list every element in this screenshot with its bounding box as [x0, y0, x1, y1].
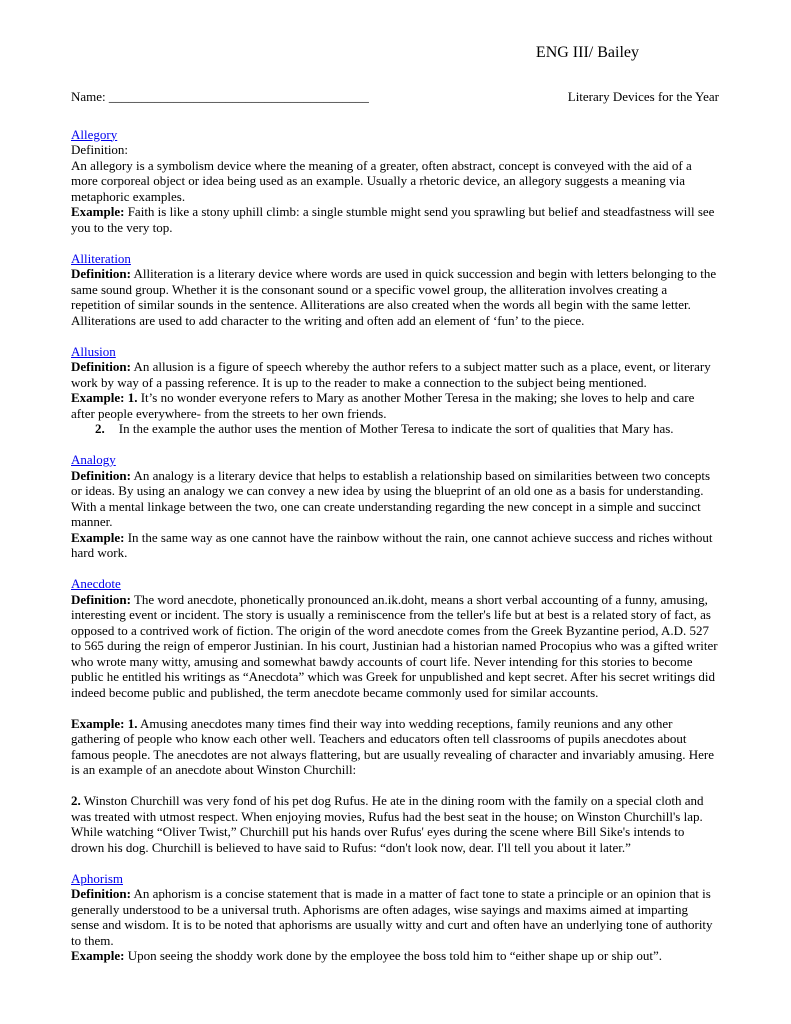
example-text: Upon seeing the shoddy work done by the employee the boss told him to “either shape up or ship out”.: [127, 948, 663, 963]
term-link-aphorism[interactable]: Aphorism: [71, 870, 123, 886]
definition-label: Definition:: [71, 886, 131, 901]
definition-paragraph: [71, 468, 719, 530]
example-label: Example:: [71, 529, 125, 545]
example-text: Faith is like a stony uphill climb: a single stumble might send you sprawling but belief and steadfastness will see you to the very top.: [71, 204, 715, 235]
section-alliteration: [71, 251, 719, 329]
definition-text: Alliteration is a literary device where words are used in quick succession and begin with letters belonging to the same sound group. Whether it is the consonant sound or a specific vowel group, the alliteration involves creating a repetition of similar sounds in the sentence. Alliterations are also created when the words all begin with the same letter. Alliterations are used to add character to the writing and often add an element of ‘fun’ to the piece.: [71, 266, 717, 328]
document-page: [71, 44, 719, 964]
term-link-allusion[interactable]: Allusion: [71, 343, 116, 359]
section-anecdote: [71, 576, 719, 855]
example-text: Amusing anecdotes many times find their way into wedding receptions, family reunions and any other gathering of people who know each other well. Teachers and educators often tell classrooms of pupils anecdotes about famous people. The anecdotes are not always flattering, but are usually revealing of character and invariably amusing. Here is an example of an anecdote about Winston Churchill:: [71, 715, 715, 777]
definition-text: An analogy is a literary device that helps to establish a relationship based on similarities between two concepts or ideas. By using an analogy we can convey a new idea by using the blueprint of an old one as a basis for understanding. With a mental linkage between the two, one can create understanding regarding the new concept in a simple and succinct manner.: [71, 467, 711, 529]
example-paragraph: [71, 948, 719, 964]
definition-paragraph: [71, 359, 719, 390]
example-label: Example: 1.: [71, 715, 138, 731]
definition-text: An aphorism is a concise statement that is made in a matter of fact tone to state a principle or an opinion that is generally understood to be a universal truth. Aphorisms are often adages, wise sayings and maxims aimed at imparting sense and wisdom. It is to be noted that aphorisms are usually witty and curt and often have an underlying tone of authority to them.: [71, 886, 713, 948]
page-title: Literary Devices for the Year: [567, 89, 719, 104]
definition-paragraph: [71, 592, 719, 701]
course-title: ENG III/ Bailey: [535, 44, 639, 61]
example-text: In the example the author uses the mention of Mother Teresa to indicate the sort of qualities that Mary has.: [118, 421, 674, 436]
definition-label: Definition:: [71, 359, 131, 374]
definition-paragraph: [71, 142, 719, 204]
example-text: In the same way as one cannot have the rainbow without the rain, one cannot achieve success and riches without hard work.: [71, 529, 713, 560]
example-label: Example: 1.: [71, 390, 138, 405]
section-allusion: [71, 344, 719, 437]
section-allegory: [71, 127, 719, 236]
definition-label: Definition:: [71, 591, 131, 607]
name-row: [71, 89, 719, 105]
example-text: Winston Churchill was very fond of his pet dog Rufus. He ate in the dining room with the family on a special cloth and was treated with utmost respect. When enjoying movies, Rufus had the best seat in the house; on Winston Churchill's lap. While watching “Oliver Twist,” Churchill put his hands over Rufus' eyes during the scene where Bill Sike's intends to drown his dog. Churchill is believed to have said to Rufus: “don't look now, dear. I'll tell you about it later.”: [71, 793, 704, 855]
example-text: It’s no wonder everyone refers to Mary as another Mother Teresa in the making; she loves to help and care after people everywhere- from the streets to her own friends.: [71, 390, 695, 421]
section-aphorism: [71, 871, 719, 964]
example-label: Example:: [71, 204, 125, 219]
definition-text: The word anecdote, phonetically pronounced an.ik.doht, means a short verbal accounting of a funny, amusing, interesting event or incident. The story is usually a reminiscence from the teller's life but at best is a related story of fact, as opposed to a contrived work of fiction. The origin of the word anecdote comes from the Greek Byzantine period, A.D. 527 to 565 during the reign of emperor Justinian. In his court, Justinian had a historian named Procopius who was a gifted writer who wrote many witty, amusing and somewhat bawdy accounts of court life. Never intending for this stories to become public he entitled his writings as “Anecdota” which was Greek for unpublished and kept secret. After his secret writings did indeed become public and published, the term anecdote became commonly used for similar accounts.: [71, 591, 718, 700]
name-field: Name: ________________________________________: [71, 89, 369, 104]
example-paragraph: [71, 716, 719, 778]
example-paragraph: [71, 530, 719, 561]
definition-label: Definition:: [71, 142, 129, 157]
definition-paragraph: [71, 886, 719, 948]
definition-label: Definition:: [71, 467, 131, 483]
definition-label: Definition:: [71, 266, 131, 281]
section-analogy: [71, 452, 719, 561]
example-paragraph: [71, 390, 719, 421]
example-number-label: 2.: [95, 421, 105, 436]
example-paragraph-2: [71, 793, 719, 855]
course-header: [71, 44, 719, 62]
definition-text: An allegory is a symbolism device where the meaning of a greater, often abstract, concept is conveyed with the aid of a more corporeal object or idea being used as an example. Usually a rhetoric device, an allegory suggests a meaning via metaphoric examples.: [71, 157, 692, 204]
example-number-label: 2.: [71, 793, 81, 808]
definition-text: An allusion is a figure of speech whereby the author refers to a subject matter such as a place, event, or literary work by way of a passing reference. It is up to the reader to make a connection to the subject being mentioned.: [71, 359, 711, 390]
example-label: Example:: [71, 948, 125, 963]
term-link-alliteration[interactable]: Alliteration: [71, 250, 131, 266]
term-link-anecdote[interactable]: Anecdote: [71, 576, 121, 591]
definition-paragraph: [71, 266, 719, 328]
term-link-allegory[interactable]: Allegory: [71, 126, 118, 142]
term-link-analogy[interactable]: Analogy: [71, 452, 116, 467]
example-paragraph-2: [71, 421, 719, 437]
example-paragraph: [71, 204, 719, 235]
